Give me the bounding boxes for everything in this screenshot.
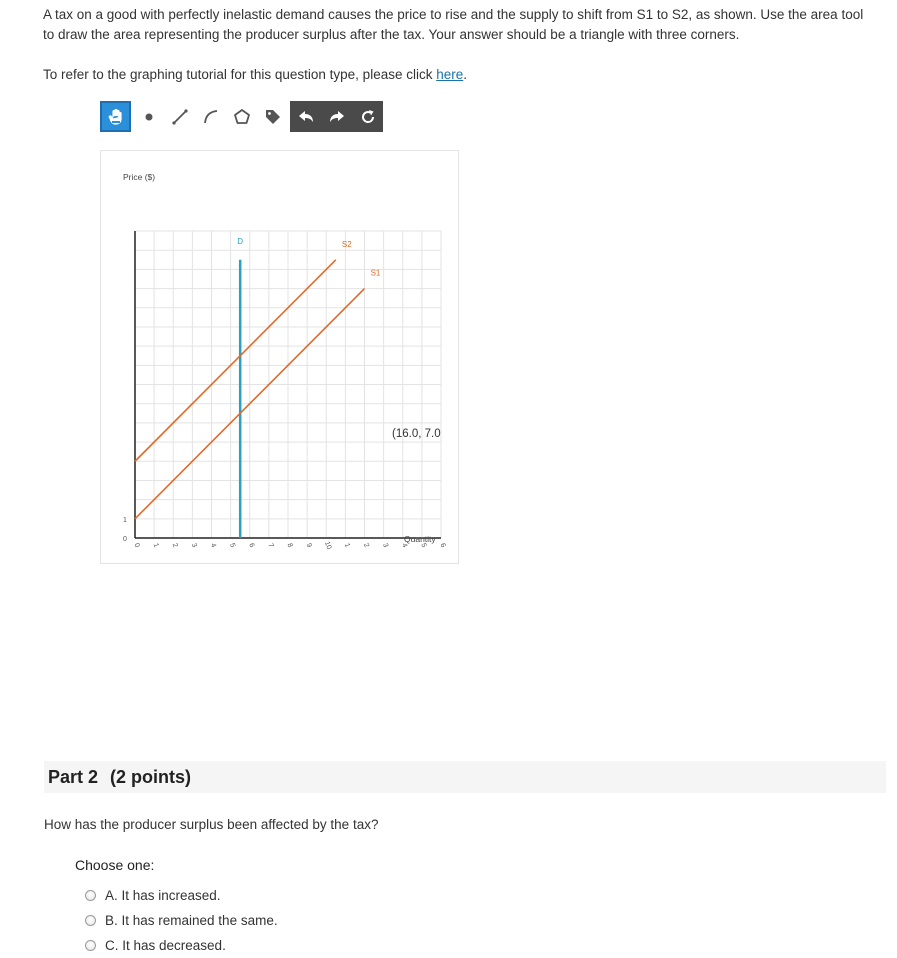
x-tick-label: 1 — [342, 542, 351, 549]
part-title: Part 2 — [48, 767, 99, 787]
tutorial-link[interactable]: here — [436, 67, 464, 82]
undo-button[interactable] — [290, 101, 321, 132]
answer-options — [85, 883, 278, 958]
curve-label-s1: S1 — [370, 268, 381, 278]
graph-toolbar — [100, 101, 385, 132]
x-tick-label: 0 — [132, 542, 141, 549]
curve-icon — [202, 108, 220, 126]
option-b[interactable] — [85, 908, 278, 933]
x-tick-label: 10 — [323, 540, 333, 551]
tutorial-suffix: . — [463, 67, 468, 82]
tutorial-prefix: To refer to the graphing tutorial for this question type, please click — [43, 67, 437, 82]
radio-b[interactable] — [85, 915, 96, 926]
undo-icon — [297, 108, 315, 126]
x-tick-label: 5 — [228, 542, 236, 549]
x-tick-label: 1 — [151, 542, 160, 549]
hand-tool-button[interactable] — [100, 101, 131, 132]
tutorial-line — [43, 65, 467, 85]
line-icon — [171, 108, 189, 126]
point-tool-button[interactable] — [133, 101, 164, 132]
part-points: (2 points) — [110, 767, 192, 787]
x-tick-label: 5 — [419, 542, 428, 549]
line-tool-button[interactable] — [164, 101, 195, 132]
y-axis-label: Price ($) — [123, 172, 156, 182]
x-tick-label: 6 — [247, 542, 256, 549]
x-tick-label: 3 — [189, 542, 198, 549]
hand-icon — [107, 108, 125, 126]
option-c-label: C. It has decreased. — [105, 938, 226, 953]
redo-button[interactable] — [321, 101, 352, 132]
question-prompt: How has the producer surplus been affected by the tax? — [44, 817, 379, 832]
radio-c[interactable] — [85, 940, 96, 951]
polygon-tool-button[interactable] — [226, 101, 257, 132]
curve-tool-button[interactable] — [195, 101, 226, 132]
x-tick-label: 8 — [285, 542, 294, 549]
y-tick-label: 1 — [123, 516, 127, 524]
x-tick-label: 2 — [361, 542, 370, 549]
choose-label: Choose one: — [75, 857, 155, 873]
redo-icon — [328, 108, 346, 126]
x-tick-label: 9 — [304, 542, 313, 549]
x-tick-label: 3 — [381, 542, 389, 549]
polygon-icon — [233, 108, 251, 126]
curve-label-d: D — [237, 236, 244, 246]
supply-demand-chart[interactable] — [101, 151, 458, 563]
x-tick-label: 4 — [208, 542, 217, 549]
option-c[interactable] — [85, 933, 278, 958]
y-tick-label: 0 — [123, 536, 127, 543]
point-icon — [140, 108, 158, 126]
cursor-coordinate-readout: (16.0, 7.0 — [392, 428, 441, 440]
x-tick-label: 7 — [266, 542, 275, 549]
reset-icon — [359, 108, 377, 126]
part-header — [44, 761, 886, 793]
tag-tool-button[interactable] — [257, 101, 288, 132]
curve-s2 — [135, 260, 336, 461]
x-axis-label: Quantity — [404, 534, 436, 544]
reset-button[interactable] — [352, 101, 383, 132]
question-text: A tax on a good with perfectly inelastic demand causes the price to rise and the supply to shift from S1 to S2, as shown. Use the area tool to draw the area representing the producer surplus after the tax. Your answer should be a triangle with three corners. — [43, 7, 864, 42]
graph-panel[interactable] — [100, 150, 459, 564]
radio-a[interactable] — [85, 890, 96, 901]
x-tick-label: 2 — [170, 542, 179, 549]
option-b-label: B. It has remained the same. — [105, 913, 278, 928]
x-tick-label: 4 — [400, 542, 409, 549]
option-a[interactable] — [85, 883, 278, 908]
tag-icon — [264, 108, 282, 126]
option-a-label: A. It has increased. — [105, 888, 221, 903]
x-tick-label: 6 — [438, 542, 447, 549]
curve-label-s2: S2 — [341, 239, 352, 249]
